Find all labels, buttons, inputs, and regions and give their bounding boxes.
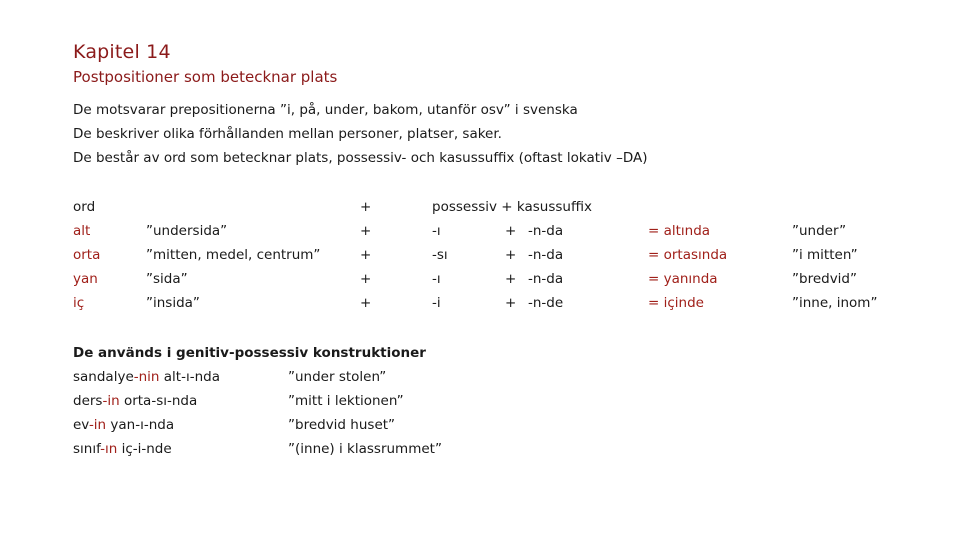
table-row-gloss: ”i mitten” — [792, 247, 858, 263]
table-row-possessive: -ı — [432, 223, 441, 239]
genitive-base: ev — [73, 417, 89, 433]
table-row-plus2: + — [505, 223, 517, 239]
genitive-suffix: -nin — [133, 369, 160, 385]
genitive-translation: ”bredvid huset” — [288, 417, 396, 433]
page-subtitle: Postpositioner som betecknar plats — [73, 68, 338, 86]
table-row-plus: + — [360, 295, 372, 311]
genitive-base: sınıf — [73, 441, 101, 457]
genitive-base: sandalye — [73, 369, 134, 385]
genitive-translation: ”mitt i lektionen” — [288, 393, 404, 409]
genitive-suffix: -ın — [100, 441, 118, 457]
table-row-gloss: ”under” — [792, 223, 847, 239]
table-row-case: -n-da — [528, 271, 564, 287]
genitive-translation: ”under stolen” — [288, 369, 387, 385]
genitive-rest: alt-ı-nda — [159, 369, 220, 385]
table-row-gloss: ”bredvid” — [792, 271, 857, 287]
genitive-example — [73, 413, 174, 437]
genitive-example — [73, 389, 197, 413]
genitive-heading: De används i genitiv-possessiv konstruktioner — [73, 345, 426, 361]
table-row-meaning: ”sida” — [146, 271, 188, 287]
table-row-result: = altında — [648, 223, 711, 239]
intro-line-2: De beskriver olika förhållanden mellan personer, platser, saker. — [73, 126, 502, 142]
table-row-plus: + — [360, 271, 372, 287]
table-row-word: alt — [73, 223, 91, 239]
genitive-base: ders — [73, 393, 103, 409]
table-row-possessive: -i — [432, 295, 441, 311]
table-row-case: -n-de — [528, 295, 564, 311]
genitive-suffix: -in — [88, 417, 107, 433]
table-header-ord: ord — [73, 199, 96, 215]
table-row-plus2: + — [505, 271, 517, 287]
table-row-meaning: ”insida” — [146, 295, 200, 311]
genitive-example — [73, 365, 220, 389]
table-row-meaning: ”mitten, medel, centrum” — [146, 247, 321, 263]
page-title: Kapitel 14 — [73, 41, 171, 63]
table-row-case: -n-da — [528, 247, 564, 263]
table-row-plus2: + — [505, 247, 517, 263]
table-row-result: = yanında — [648, 271, 718, 287]
table-header-plus: + — [360, 199, 372, 215]
table-row-word: yan — [73, 271, 98, 287]
table-row-plus: + — [360, 223, 372, 239]
genitive-suffix: -in — [102, 393, 120, 409]
genitive-rest: orta-sı-nda — [119, 393, 198, 409]
table-row-result: = ortasında — [648, 247, 728, 263]
table-row-word: orta — [73, 247, 101, 263]
table-row-plus: + — [360, 247, 372, 263]
table-row-possessive: -sı — [432, 247, 448, 263]
table-row-gloss: ”inne, inom” — [792, 295, 878, 311]
genitive-rest: yan-ı-nda — [106, 417, 175, 433]
intro-line-3: De består av ord som betecknar plats, possessiv- och kasussuffix (oftast lokativ –DA) — [73, 150, 648, 166]
table-row-plus2: + — [505, 295, 517, 311]
table-row-possessive: -ı — [432, 271, 441, 287]
genitive-rest: iç-i-nde — [117, 441, 172, 457]
table-header-suffix: possessiv + kasussuffix — [432, 199, 593, 215]
table-row-result: = içinde — [648, 295, 704, 311]
table-row-word: iç — [73, 295, 85, 311]
intro-line-1: De motsvarar prepositionerna ”i, på, under, bakom, utanför osv” i svenska — [73, 102, 578, 118]
genitive-example — [73, 437, 172, 461]
table-row-meaning: ”undersida” — [146, 223, 228, 239]
genitive-translation: ”(inne) i klassrummet” — [288, 441, 442, 457]
table-row-case: -n-da — [528, 223, 564, 239]
